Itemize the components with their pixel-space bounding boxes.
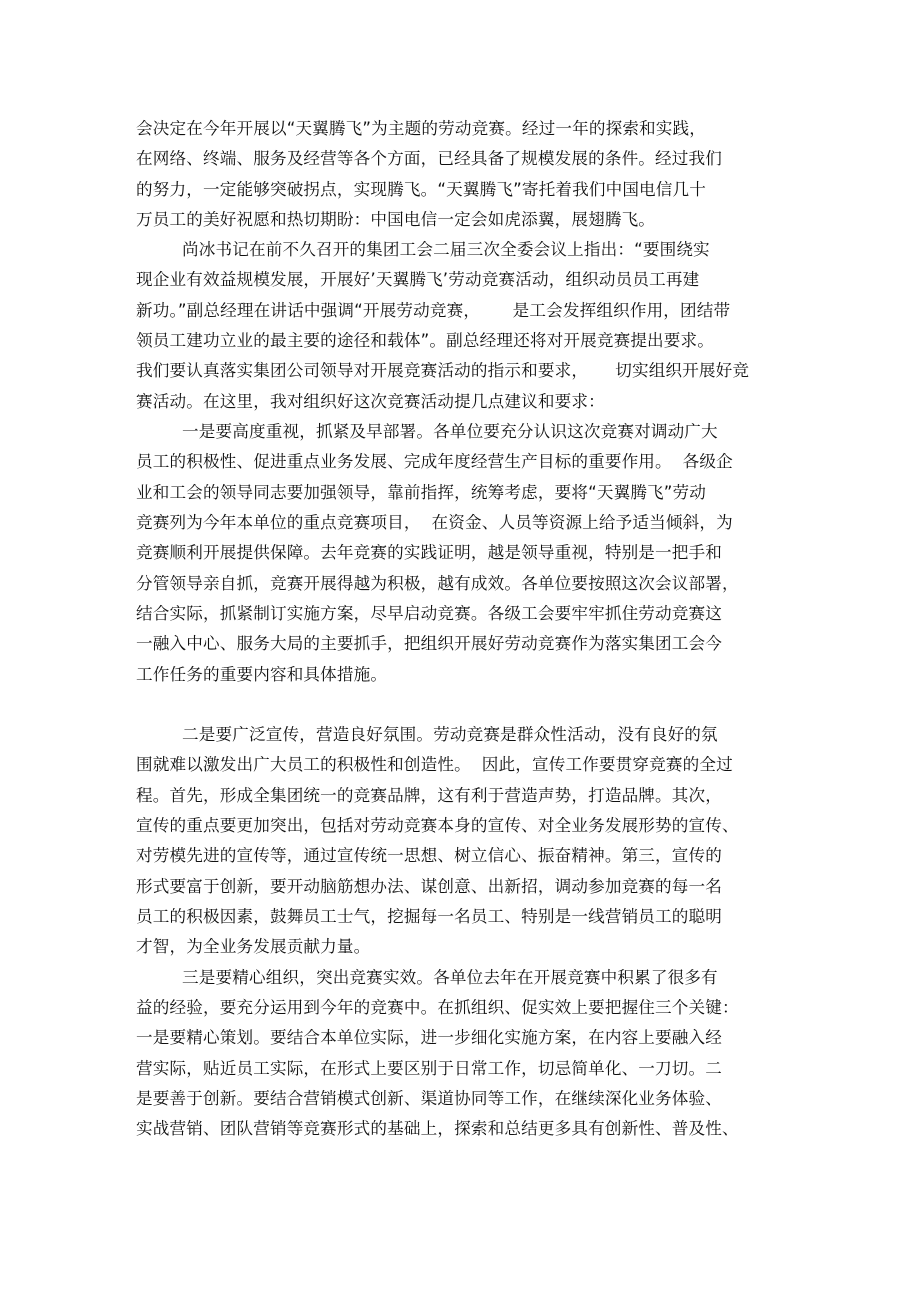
text-line: 竞赛顺利开展提供保障。去年竞赛的实践证明，越是领导重视，特别是一把手和 [136, 543, 723, 562]
text-line: 新功。”副总经理在讲话中强调“开展劳动竞赛， 是工会发挥组织作用，团结带 [136, 301, 731, 320]
text-line: 营实际，贴近员工实际，在形式上要区别于日常工作，切忌简单化、一刀切。二 [136, 1059, 723, 1078]
paragraph-first-line: 二是要广泛宣传，营造良好氛围。劳动竞赛是群众性活动，没有良好的氛 [182, 725, 718, 744]
text-line: 程。首先，形成全集团统一的竞赛品牌，这有利于营造声势，打造品牌。其次， [136, 786, 723, 805]
text-line: 分管领导亲自抓，竞赛开展得越为积极，越有成效。各单位要按照这次会议部署， [136, 574, 739, 593]
text-line: 一是要精心策划。要结合本单位实际，进一步细化实施方案，在内容上要融入经 [136, 1028, 723, 1047]
text-line: 对劳模先进的宣传等，通过宣传统一思想、树立信心、振奋精神。第三，宣传的 [136, 846, 723, 865]
text-line: 益的经验，要充分运用到今年的竞赛中。在抓组织、促实效上要把握住三个关键： [136, 998, 739, 1017]
text-line: 在网络、终端、服务及经营等各个方面，已经具备了规模发展的条件。经过我们 [136, 149, 723, 168]
text-line: 员工的积极性、促进重点业务发展、完成年度经营生产目标的重要作用。 各级企 [136, 452, 733, 471]
text-line: 员工的积极因素，鼓舞员工士气，挖掘每一名员工、特别是一线营销员工的聪明 [136, 907, 723, 926]
text-line: 我们要认真落实集团公司领导对开展竞赛活动的指示和要求， 切实组织开展好竞 [136, 361, 750, 380]
text-line: 才智，为全业务发展贡献力量。 [136, 937, 371, 956]
text-line: 实战营销、团队营销等竞赛形式的基础上，探索和总结更多具有创新性、普及性、 [136, 1119, 739, 1138]
text-line: 赛活动。在这里，我对组织好这次竞赛活动提几点建议和要求： [136, 392, 605, 411]
paragraph-first-line: 一是要高度重视，抓紧及早部署。各单位要充分认识这次竞赛对调动广大 [182, 422, 718, 441]
text-line: 万员工的美好祝愿和热切期盼：中国电信一定会如虎添翼，展翅腾飞。 [136, 210, 656, 229]
text-line: 会决定在今年开展以“天翼腾飞”为主题的劳动竞赛。经过一年的探索和实践， [136, 119, 707, 138]
text-line: 业和工会的领导同志要加强领导，靠前指挥，统筹考虑，要将“天翼腾飞”劳动 [136, 483, 707, 502]
text-line: 领员工建功立业的最主要的途径和载体”。副总经理还将对开展竞赛提出要求。 [136, 331, 715, 350]
text-line: 的努力，一定能够突破拐点，实现腾飞。“天翼腾飞”寄托着我们中国电信几十 [136, 180, 707, 199]
text-line: 竞赛列为今年本单位的重点竞赛项目， 在资金、人员等资源上给予适当倾斜，为 [136, 513, 733, 532]
text-line: 工作任务的重要内容和具体措施。 [136, 665, 388, 684]
text-line: 是要善于创新。要结合营销模式创新、渠道协同等工作，在继续深化业务体验、 [136, 1089, 723, 1108]
paragraph-first-line: 尚冰书记在前不久召开的集团工会二届三次全委会议上指出：“要围绕实 [182, 240, 710, 259]
text-line: 宣传的重点要更加突出，包括对劳动竞赛本身的宣传、对全业务发展形势的宣传、 [136, 816, 739, 835]
text-line: 结合实际，抓紧制订实施方案，尽早启动竞赛。各级工会要牢牢抓住劳动竞赛这 [136, 604, 723, 623]
text-line: 围就难以激发出广大员工的积极性和创造性。 因此，宣传工作要贯穿竞赛的全过 [136, 755, 733, 774]
text-line: 一融入中心、服务大局的主要抓手，把组织开展好劳动竞赛作为落实集团工会今 [136, 634, 723, 653]
text-line: 形式要富于创新，要开动脑筋想办法、谋创意、出新招，调动参加竞赛的每一名 [136, 877, 723, 896]
text-line: 现企业有效益规模发展，开展好’天翼腾飞’劳动竞赛活动，组织动员员工再建 [136, 270, 700, 289]
paragraph-first-line: 三是要精心组织，突出竞赛实效。各单位去年在开展竞赛中积累了很多有 [182, 968, 718, 987]
